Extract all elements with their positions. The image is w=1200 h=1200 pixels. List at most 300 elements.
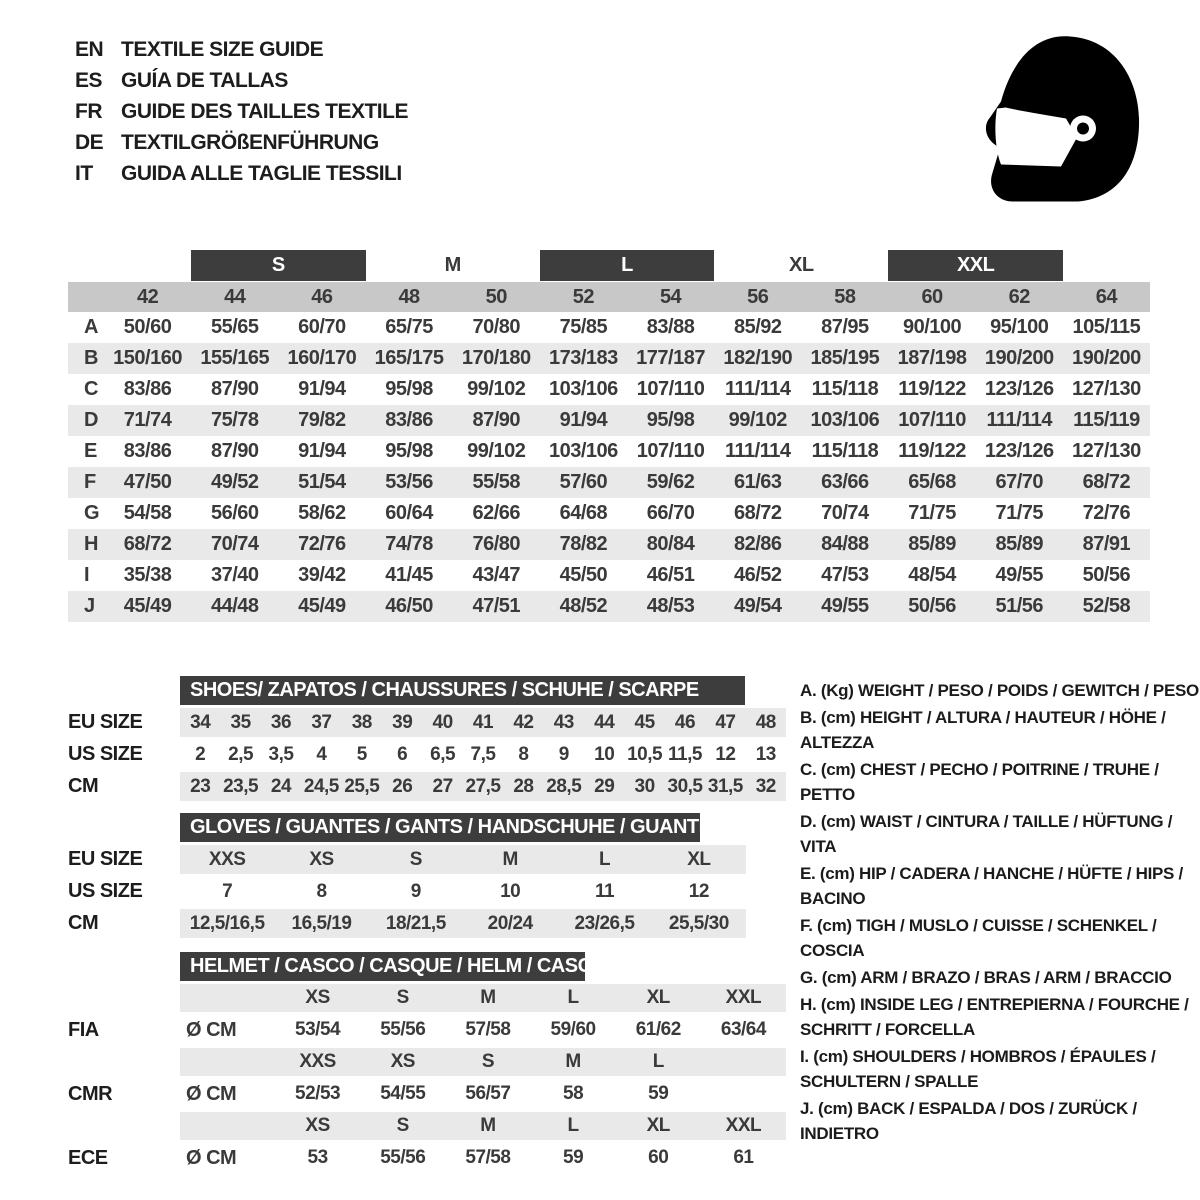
measurement-row (68, 312, 1150, 343)
size-cell: 48 (755, 711, 776, 733)
size-column-header: 50 (485, 285, 507, 308)
size-cell: 58/62 (298, 502, 346, 524)
size-cell: 72/76 (1082, 502, 1131, 524)
size-cell: 23 (190, 775, 211, 797)
size-cell: 190/200 (1072, 347, 1141, 369)
size-cell: 34 (190, 711, 211, 733)
size-cell: 119/122 (898, 440, 966, 462)
size-cell: 30 (634, 775, 655, 797)
size-cell: 82/86 (733, 533, 782, 555)
size-cell: 27,5 (465, 775, 501, 797)
size-cell: 99/102 (467, 378, 526, 400)
size-cell: 99/102 (728, 409, 787, 431)
size-cell: 61/62 (635, 1019, 681, 1040)
size-cell: 115/118 (811, 440, 879, 462)
size-cell: 83/88 (646, 316, 695, 338)
size-cell: 91/94 (559, 409, 608, 431)
size-cell: 65/68 (908, 471, 956, 493)
size-column-header: 60 (921, 285, 943, 308)
size-cell: 51/56 (995, 595, 1044, 617)
size-cell: 87/91 (1082, 533, 1131, 555)
legend-key: C. (800, 760, 821, 779)
size-column-header: 62 (1008, 285, 1030, 308)
size-cell: 24,5 (303, 775, 339, 797)
size-cell: 111/114 (725, 378, 791, 400)
size-cell: 23,5 (223, 775, 259, 797)
size-cell: 57/60 (559, 471, 608, 493)
size-cell: 95/98 (385, 440, 433, 462)
size-column-header: 44 (224, 285, 246, 308)
size-cell: 74/78 (385, 533, 433, 555)
size-cell: 60/70 (298, 316, 346, 338)
legend-item (800, 1044, 1200, 1094)
size-cell: 111/114 (986, 409, 1052, 431)
lang-code: DE (75, 131, 104, 154)
size-cell: 11,5 (668, 743, 702, 765)
size-cell: 10,5 (627, 743, 663, 765)
legend-unit: (cm) (820, 760, 860, 779)
size-column-header: 46 (311, 285, 333, 308)
helmet-size-header: S (396, 987, 409, 1008)
size-cell: 43 (553, 711, 574, 733)
size-band-row (68, 250, 1150, 281)
size-cell: 66/70 (646, 502, 695, 524)
row-label: F (84, 471, 96, 493)
size-cell: 57/58 (465, 1147, 511, 1168)
size-band-label: M (444, 254, 461, 276)
gloves-section-title: GLOVES / GUANTES / GANTS / HANDSCHUHE / GUANTI (180, 813, 700, 842)
size-cell: 68/72 (733, 502, 782, 524)
row-label: D (84, 409, 98, 431)
gloves-size-table (68, 845, 788, 938)
helmet-icon (975, 28, 1145, 213)
helmet-size-header: XS (305, 987, 330, 1008)
size-cell: 55/58 (472, 471, 521, 493)
size-column-header: 54 (659, 285, 682, 308)
size-cell: 39 (392, 711, 413, 733)
size-cell: 56/57 (465, 1083, 511, 1104)
size-cell: 53/54 (295, 1019, 341, 1040)
lang-code: ES (75, 69, 103, 92)
measurement-row (68, 560, 1150, 591)
legend-unit: (cm) (820, 708, 860, 727)
size-cell: 190/200 (984, 347, 1054, 369)
size-column-header: 42 (136, 285, 159, 308)
size-cell: 47/51 (472, 595, 521, 617)
size-cell: 84/88 (821, 533, 869, 555)
size-cell: 70/74 (821, 502, 869, 524)
measurement-row (68, 436, 1150, 467)
size-cell: 155/165 (200, 347, 270, 369)
size-cell: 59/60 (550, 1019, 596, 1040)
legend-unit: (cm) (818, 1099, 858, 1118)
helmet-size-header: M (565, 1051, 581, 1072)
size-row (68, 740, 788, 769)
size-cell: 48/52 (559, 595, 608, 617)
size-cell: 50/56 (908, 595, 956, 617)
size-cell: 71/74 (123, 409, 172, 431)
size-cell: 111/114 (725, 440, 791, 462)
guide-title: TEXTILGRÖßENFÜHRUNG (121, 131, 379, 154)
size-cell: 71/75 (908, 502, 956, 524)
size-cell: 46/51 (646, 564, 695, 586)
size-band-label: L (540, 250, 714, 281)
legend-unit: (cm) (813, 1047, 853, 1066)
size-cell: 107/110 (898, 409, 966, 431)
size-cell: 173/183 (549, 347, 618, 369)
size-cell: 95/98 (385, 378, 433, 400)
size-cell: 75/78 (210, 409, 259, 431)
size-cell: 187/198 (897, 347, 967, 369)
row-values (180, 740, 786, 769)
size-cell: XL (687, 848, 711, 870)
size-cell: 46/52 (733, 564, 782, 586)
size-cell: 65/75 (385, 316, 433, 338)
legend-text: TIGH / MUSLO / CUISSE / SCHENKEL / COSCIA (800, 916, 1157, 960)
helmet-size-header: M (480, 987, 496, 1008)
legend-key: F. (800, 916, 818, 935)
legend-text: WEIGHT / PESO / POIDS / GEWITCH / PESO (858, 681, 1199, 700)
row-label: EU SIZE (68, 848, 143, 870)
size-cell: 35 (230, 711, 251, 733)
size-cell: 150/160 (113, 347, 182, 369)
unit-label: Ø CM (186, 1082, 237, 1105)
lang-code: IT (75, 162, 93, 185)
row-label: G (84, 502, 100, 524)
helmet-sizes-row (68, 1048, 788, 1076)
legend-text: HIP / CADERA / HANCHE / HÜFTE / HIPS / BACINO (800, 864, 1183, 908)
guide-title: GUÍA DE TALLAS (121, 69, 288, 92)
legend-text: BACK / ESPALDA / DOS / ZURÜCK / INDIETRO (800, 1099, 1137, 1143)
helmet-size-header: XXL (725, 1115, 762, 1136)
size-cell: 31,5 (707, 775, 743, 797)
size-cell: L (598, 848, 611, 870)
size-cell: 170/180 (461, 347, 531, 369)
size-cell: 38 (351, 711, 372, 733)
legend-text: WAIST / CINTURA / TAILLE / HÜFTUNG / VITA (800, 812, 1173, 856)
size-cell: 45/49 (123, 595, 172, 617)
size-cell: 71/75 (995, 502, 1044, 524)
size-cell: 55/65 (210, 316, 259, 338)
size-cell: 11 (594, 880, 615, 902)
size-cell: XS (309, 848, 334, 870)
size-cell: 2 (195, 743, 206, 765)
size-cell: 27 (432, 775, 453, 797)
legend-key: A. (800, 681, 821, 700)
helmet-size-header: XL (646, 987, 670, 1008)
legend-item (800, 965, 1200, 990)
legend-text: HEIGHT / ALTURA / HAUTEUR / HÖHE / ALTEZZA (800, 708, 1166, 752)
row-values (180, 1079, 786, 1109)
size-cell: 67/70 (995, 471, 1044, 493)
legend-item (800, 705, 1200, 755)
size-cell: 42 (513, 711, 534, 733)
row-label: EU SIZE (68, 711, 143, 733)
size-cell: 40 (432, 711, 453, 733)
size-cell: 177/187 (636, 347, 705, 369)
row-values (180, 1112, 786, 1140)
size-cell: 32 (755, 775, 776, 797)
size-cell: 37 (311, 711, 332, 733)
legend-key: B. (800, 708, 821, 727)
size-cell: 46 (674, 711, 696, 733)
size-cell: 45 (634, 711, 655, 733)
legend-item (800, 913, 1200, 963)
legend-item (800, 1096, 1200, 1146)
legend-text: INSIDE LEG / ENTREPIERNA / FOURCHE / SCHRITT / FORCELLA (800, 995, 1189, 1039)
size-cell: 79/82 (298, 409, 346, 431)
size-cell: 60 (648, 1147, 669, 1168)
helmet-values-row (68, 1015, 788, 1045)
row-label: I (84, 564, 90, 586)
helmet-sizes-row (68, 1112, 788, 1140)
size-cell: 63/64 (720, 1019, 766, 1040)
row-label: A (84, 316, 98, 338)
size-cell: 4 (316, 743, 327, 765)
row-values (180, 909, 746, 938)
row-values (180, 772, 786, 801)
size-cell: 70/80 (472, 316, 521, 338)
size-cell: 26 (392, 775, 413, 797)
size-cell: 127/130 (1072, 378, 1141, 400)
size-cell: 28,5 (546, 775, 582, 797)
row-values (180, 708, 786, 737)
row-label: B (84, 347, 98, 369)
size-cell: 58 (563, 1083, 584, 1104)
legend-text: SHOULDERS / HOMBROS / ÉPAULES / SCHULTERN / SPALLE (800, 1047, 1156, 1091)
size-column-header: 64 (1095, 285, 1118, 308)
shoes-section-title: SHOES/ ZAPATOS / CHAUSSURES / SCHUHE / SCARPE (180, 676, 745, 705)
measurement-row (68, 498, 1150, 529)
size-cell: 49/54 (733, 595, 782, 617)
size-cell: 95/98 (646, 409, 695, 431)
legend-text: ARM / BRAZO / BRAS / ARM / BRACCIO (860, 968, 1172, 987)
size-cell: XXS (208, 848, 246, 870)
size-cell: 60/64 (385, 502, 433, 524)
size-cell: 64/68 (559, 502, 608, 524)
size-cell: 123/126 (984, 378, 1054, 400)
size-cell: 76/80 (472, 533, 521, 555)
helmet-size-header: XXL (725, 987, 762, 1008)
legend-key: J. (800, 1099, 819, 1118)
size-cell: 103/106 (549, 440, 618, 462)
standard-label: FIA (68, 1018, 99, 1041)
guide-title: GUIDE DES TAILLES TEXTILE (121, 100, 408, 123)
legend-item (800, 861, 1200, 911)
size-cell: 13 (755, 743, 776, 765)
size-cell: 44 (594, 711, 615, 733)
size-cell: 57/58 (465, 1019, 511, 1040)
size-cell: 10 (594, 743, 615, 765)
helmet-section-title: HELMET / CASCO / CASQUE / HELM / CASCO (180, 952, 585, 981)
legend-key: E. (800, 864, 820, 883)
row-label: CM (68, 912, 99, 934)
helmet-size-header: XS (390, 1051, 415, 1072)
standard-label: CMR (68, 1082, 113, 1105)
size-cell: 8 (518, 743, 529, 765)
row-values (180, 984, 786, 1012)
size-cell: 41/45 (385, 564, 433, 586)
size-cell: 47/53 (821, 564, 869, 586)
helmet-values-row (68, 1143, 788, 1173)
size-cell: 53/56 (385, 471, 433, 493)
size-columns-row (68, 282, 1150, 312)
legend-key: G. (800, 968, 822, 987)
size-cell: 90/100 (902, 316, 962, 338)
size-cell: 29 (594, 775, 615, 797)
row-values (180, 1143, 786, 1173)
helmet-size-header: XL (646, 1115, 670, 1136)
size-cell: 56/60 (210, 502, 259, 524)
size-cell: 61/63 (733, 471, 782, 493)
size-cell: 37/40 (210, 564, 259, 586)
num-band-spacer (68, 282, 104, 312)
size-band-label: S (191, 250, 365, 281)
size-cell: 165/175 (374, 347, 444, 369)
measurement-legend (800, 678, 1200, 1148)
measurement-row (68, 467, 1150, 498)
legend-item (800, 809, 1200, 859)
size-cell: 46/50 (385, 595, 433, 617)
size-cell: 28 (513, 775, 534, 797)
size-cell: 78/82 (559, 533, 608, 555)
size-cell: 2,5 (228, 743, 254, 765)
helmet-size-header: XXS (299, 1051, 336, 1072)
row-label: E (84, 440, 97, 462)
size-cell: 83/86 (385, 409, 433, 431)
size-cell: 87/90 (210, 378, 259, 400)
size-cell: 47/50 (123, 471, 172, 493)
size-cell: 85/89 (995, 533, 1044, 555)
size-cell: 6 (397, 743, 408, 765)
size-cell: 12 (715, 743, 736, 765)
legend-key: D. (800, 812, 821, 831)
size-cell: 7 (222, 880, 233, 902)
size-cell: 63/66 (821, 471, 869, 493)
size-cell: 43/47 (472, 564, 521, 586)
helmet-size-header: L (567, 1115, 579, 1136)
standard-label: ECE (68, 1146, 108, 1169)
size-cell: 8 (316, 880, 327, 902)
row-values (180, 1015, 786, 1045)
size-cell: 107/110 (636, 378, 705, 400)
size-cell: 123/126 (984, 440, 1054, 462)
size-cell: 59/62 (646, 471, 695, 493)
size-cell: 182/190 (723, 347, 793, 369)
helmet-size-header: L (652, 1051, 664, 1072)
size-cell: 35/38 (123, 564, 172, 586)
size-cell: 119/122 (898, 378, 966, 400)
size-cell: 99/102 (467, 440, 526, 462)
row-values (180, 877, 746, 906)
guide-title: TEXTILE SIZE GUIDE (121, 38, 324, 61)
size-cell: 3,5 (268, 743, 294, 765)
size-cell: 54/58 (123, 502, 172, 524)
size-cell: 41 (472, 711, 494, 733)
shoes-size-table (68, 708, 788, 801)
size-cell: 12,5/16,5 (189, 912, 265, 934)
size-cell: 16,5/19 (291, 912, 352, 934)
size-cell: 105/115 (1072, 316, 1141, 338)
size-cell: S (409, 848, 422, 870)
size-cell: 50/56 (1082, 564, 1131, 586)
size-cell: 75/85 (559, 316, 608, 338)
size-row (68, 845, 788, 874)
guide-title: GUIDA ALLE TAGLIE TESSILI (121, 162, 402, 185)
helmet-size-header: S (396, 1115, 409, 1136)
size-cell: 85/89 (908, 533, 956, 555)
legend-key: H. (800, 995, 821, 1014)
size-cell: 91/94 (298, 440, 346, 462)
size-cell: 9 (558, 743, 569, 765)
legend-unit: (cm) (819, 864, 860, 883)
helmet-size-table (68, 984, 788, 1173)
size-cell: 12 (688, 880, 709, 902)
legend-unit: (cm) (820, 812, 860, 831)
helmet-size-header: M (480, 1115, 496, 1136)
unit-label: Ø CM (186, 1146, 237, 1169)
size-cell: 49/55 (995, 564, 1044, 586)
size-band-label: XXL (888, 250, 1062, 281)
helmet-size-header: XS (305, 1115, 330, 1136)
legend-text: CHEST / PECHO / POITRINE / TRUHE / PETTO (800, 760, 1159, 804)
size-cell: 103/106 (549, 378, 618, 400)
row-label: H (84, 533, 98, 555)
size-cell: 48/54 (908, 564, 956, 586)
size-cell: 85/92 (733, 316, 782, 338)
legend-item (800, 757, 1200, 807)
legend-unit: (Kg) (820, 681, 859, 700)
size-cell: 80/84 (646, 533, 695, 555)
size-cell: 9 (410, 880, 421, 902)
size-cell: 107/110 (636, 440, 705, 462)
lang-code: EN (75, 38, 104, 61)
size-cell: 25,5/30 (668, 912, 729, 934)
size-cell: 47 (715, 711, 736, 733)
size-cell: 48/53 (646, 595, 695, 617)
size-cell: 83/86 (123, 440, 172, 462)
size-cell: 103/106 (810, 409, 880, 431)
row-label: CM (68, 775, 99, 797)
legend-key: I. (800, 1047, 814, 1066)
legend-unit: (cm) (817, 916, 857, 935)
size-cell: 83/86 (123, 378, 172, 400)
size-cell: 127/130 (1072, 440, 1141, 462)
size-cell: 23/26,5 (574, 912, 635, 934)
size-cell: 59 (563, 1147, 584, 1168)
size-cell: 45/50 (559, 564, 608, 586)
row-label: J (84, 595, 95, 617)
size-column-header: 58 (834, 285, 856, 308)
row-label: US SIZE (68, 880, 143, 902)
size-cell: M (502, 848, 518, 870)
size-cell: 6,5 (430, 743, 456, 765)
size-cell: 55/56 (380, 1019, 426, 1040)
size-cell: 70/74 (210, 533, 259, 555)
measurement-row (68, 405, 1150, 436)
size-cell: 87/95 (821, 316, 869, 338)
measurement-row (68, 591, 1150, 622)
size-cell: 115/119 (1073, 409, 1140, 431)
size-cell: 87/90 (472, 409, 521, 431)
measurement-row (68, 374, 1150, 405)
measurement-row (68, 343, 1150, 374)
size-cell: 54/55 (380, 1083, 426, 1104)
size-cell: 39/42 (298, 564, 346, 586)
size-cell: 115/118 (811, 378, 879, 400)
size-cell: 52/53 (295, 1083, 341, 1104)
helmet-sizes-row (68, 984, 788, 1012)
